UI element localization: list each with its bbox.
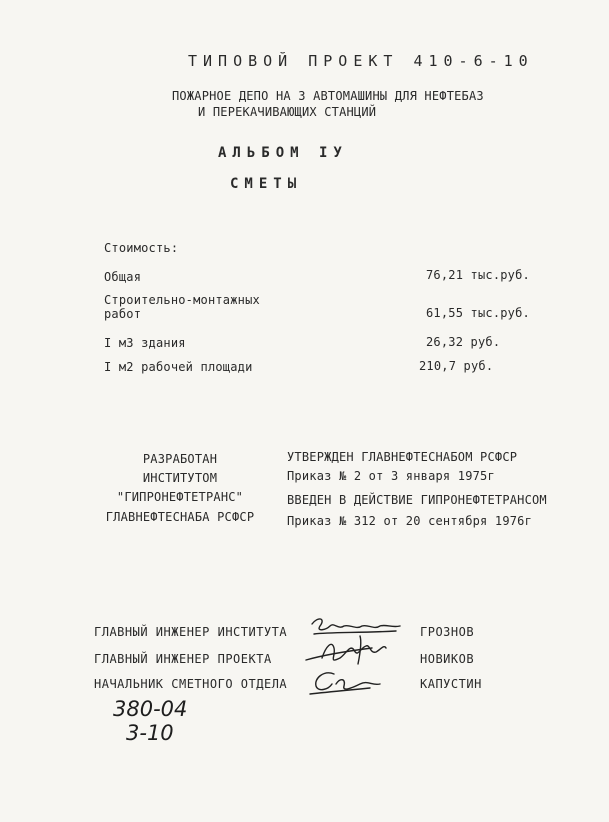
project-subtitle-line1: ПОЖАРНОЕ ДЕПО НА 3 АВТОМАШИНЫ ДЛЯ НЕФТЕБАЗ (172, 89, 484, 103)
cost-row-value: 61,55 тыс.руб. (426, 306, 530, 320)
approved-line4: Приказ № 312 от 20 сентября 1976г (287, 514, 533, 528)
developed-line1: РАЗРАБОТАН (142, 452, 218, 466)
cost-row-value: 210,7 руб. (419, 359, 494, 373)
handwritten-code-line1: 380-04 (113, 697, 188, 721)
signature-position: ГЛАВНЫЙ ИНЖЕНЕР ИНСТИТУТА (94, 625, 288, 639)
album-number: АЛЬБОМ IУ (218, 145, 348, 161)
handwritten-code-line2: 3-10 (126, 721, 174, 745)
handwritten-signatures (300, 608, 410, 698)
project-title: ТИПОВОЙ ПРОЕКТ 410-6-10 (188, 52, 534, 70)
cost-row-label: I м2 рабочей площади (104, 360, 253, 374)
developed-line2: ИНСТИТУТОМ (142, 471, 218, 485)
developed-line3: "ГИПРОНЕФТЕТРАНС" (116, 490, 244, 504)
cost-row-label: Строительно-монтажных работ (104, 293, 260, 321)
signature-name: НОВИКОВ (420, 652, 475, 666)
developed-line4: ГЛАВНЕФТЕСНАБА РСФСР (105, 510, 255, 524)
approved-line2: Приказ № 2 от 3 января 1975г (287, 469, 495, 483)
signature-position: НАЧАЛЬНИК СМЕТНОГО ОТДЕЛА (94, 677, 288, 691)
cost-row-value: 76,21 тыс.руб. (426, 268, 530, 282)
cost-row-label: I м3 здания (104, 336, 186, 350)
project-subtitle-line2: И ПЕРЕКАЧИВАЮЩИХ СТАНЦИЙ (198, 105, 377, 119)
cost-heading: Стоимость: (104, 241, 179, 255)
cost-row-label: Общая (104, 270, 142, 284)
signature-name: КАПУСТИН (420, 677, 482, 691)
cost-row-value: 26,32 руб. (426, 335, 501, 349)
approved-line3: ВВЕДЕН В ДЕЙСТВИЕ ГИПРОНЕФТЕТРАНСОМ (287, 493, 547, 507)
section-title: СМЕТЫ (230, 176, 303, 192)
approved-line1: УТВЕРЖДЕН ГЛАВНЕФТЕСНАБОМ РСФСР (287, 450, 518, 464)
signature-position: ГЛАВНЫЙ ИНЖЕНЕР ПРОЕКТА (94, 652, 272, 666)
signature-name: ГРОЗНОВ (420, 625, 475, 639)
